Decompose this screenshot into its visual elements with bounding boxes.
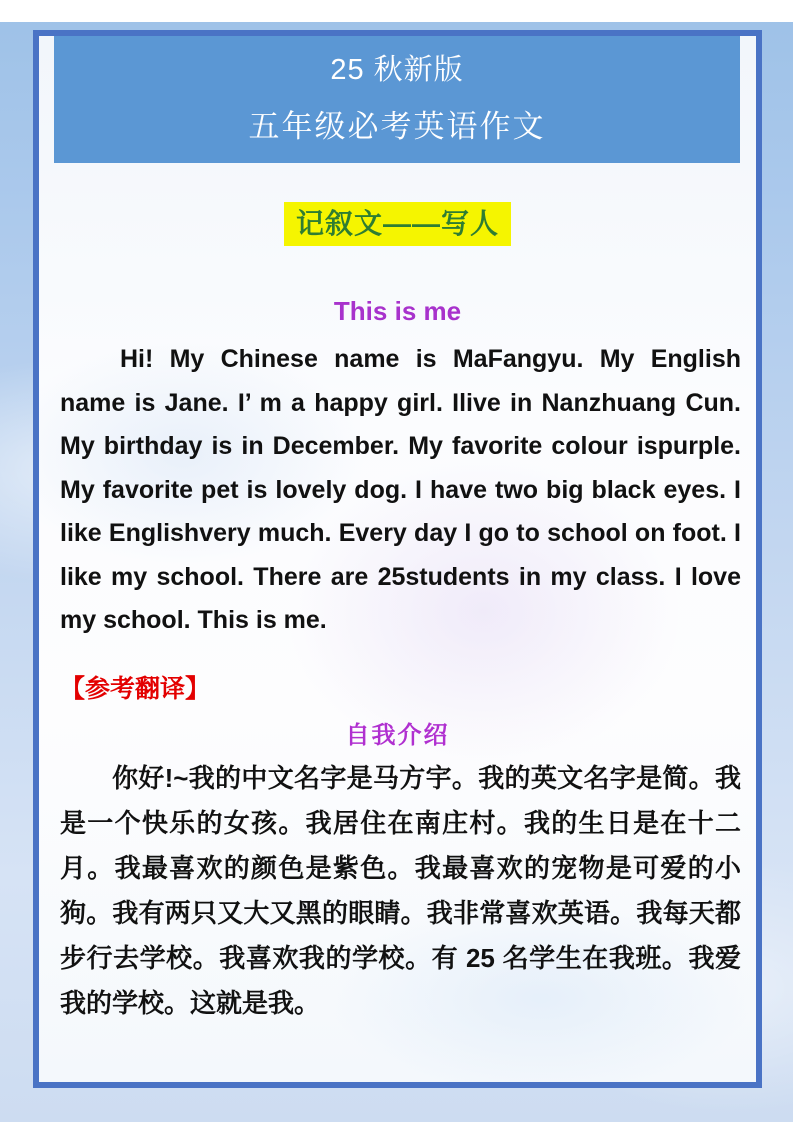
essay-body: Hi! My Chinese name is MaFangyu. My English name is Jane. I’ m a happy girl. Ilive in Nanzhuang Cun. My birthday is in December. My favorite colour ispurple. My favorite pet is lovely dog. I have two big black eyes. I like Englishvery much. Every day I go to school on foot. I like my school. There are 25students in my class. I love my school. This is me. <box>60 345 741 634</box>
section-badge-row <box>39 202 756 246</box>
section-badge: 记叙文——写人 <box>284 202 511 246</box>
essay-title: This is me <box>333 296 462 326</box>
translation-label: 【参考翻译】 <box>60 675 211 703</box>
translation-title: 自我介绍 <box>345 722 450 749</box>
top-margin-band <box>0 0 793 22</box>
header-edition-title: 25 秋新版 <box>330 54 464 86</box>
translation-body: 你好!~我的中文名字是马方宇。我的英文名字是简。我是一个快乐的女孩。我居住在南庄村。我的生日是在十二月。我最喜欢的颜色是紫色。我最喜欢的宠物是可爱的小狗。我有两只又大又黑的眼睛。我非常喜欢英语。我每天都步行去学校。我喜欢我的学校。有 25 名学生在我班。我爱我的学校。这就是我。 <box>60 763 741 1018</box>
page-frame <box>33 30 762 1088</box>
header-main-title: 五年级必考英语作文 <box>248 109 546 144</box>
header-banner <box>54 36 740 163</box>
